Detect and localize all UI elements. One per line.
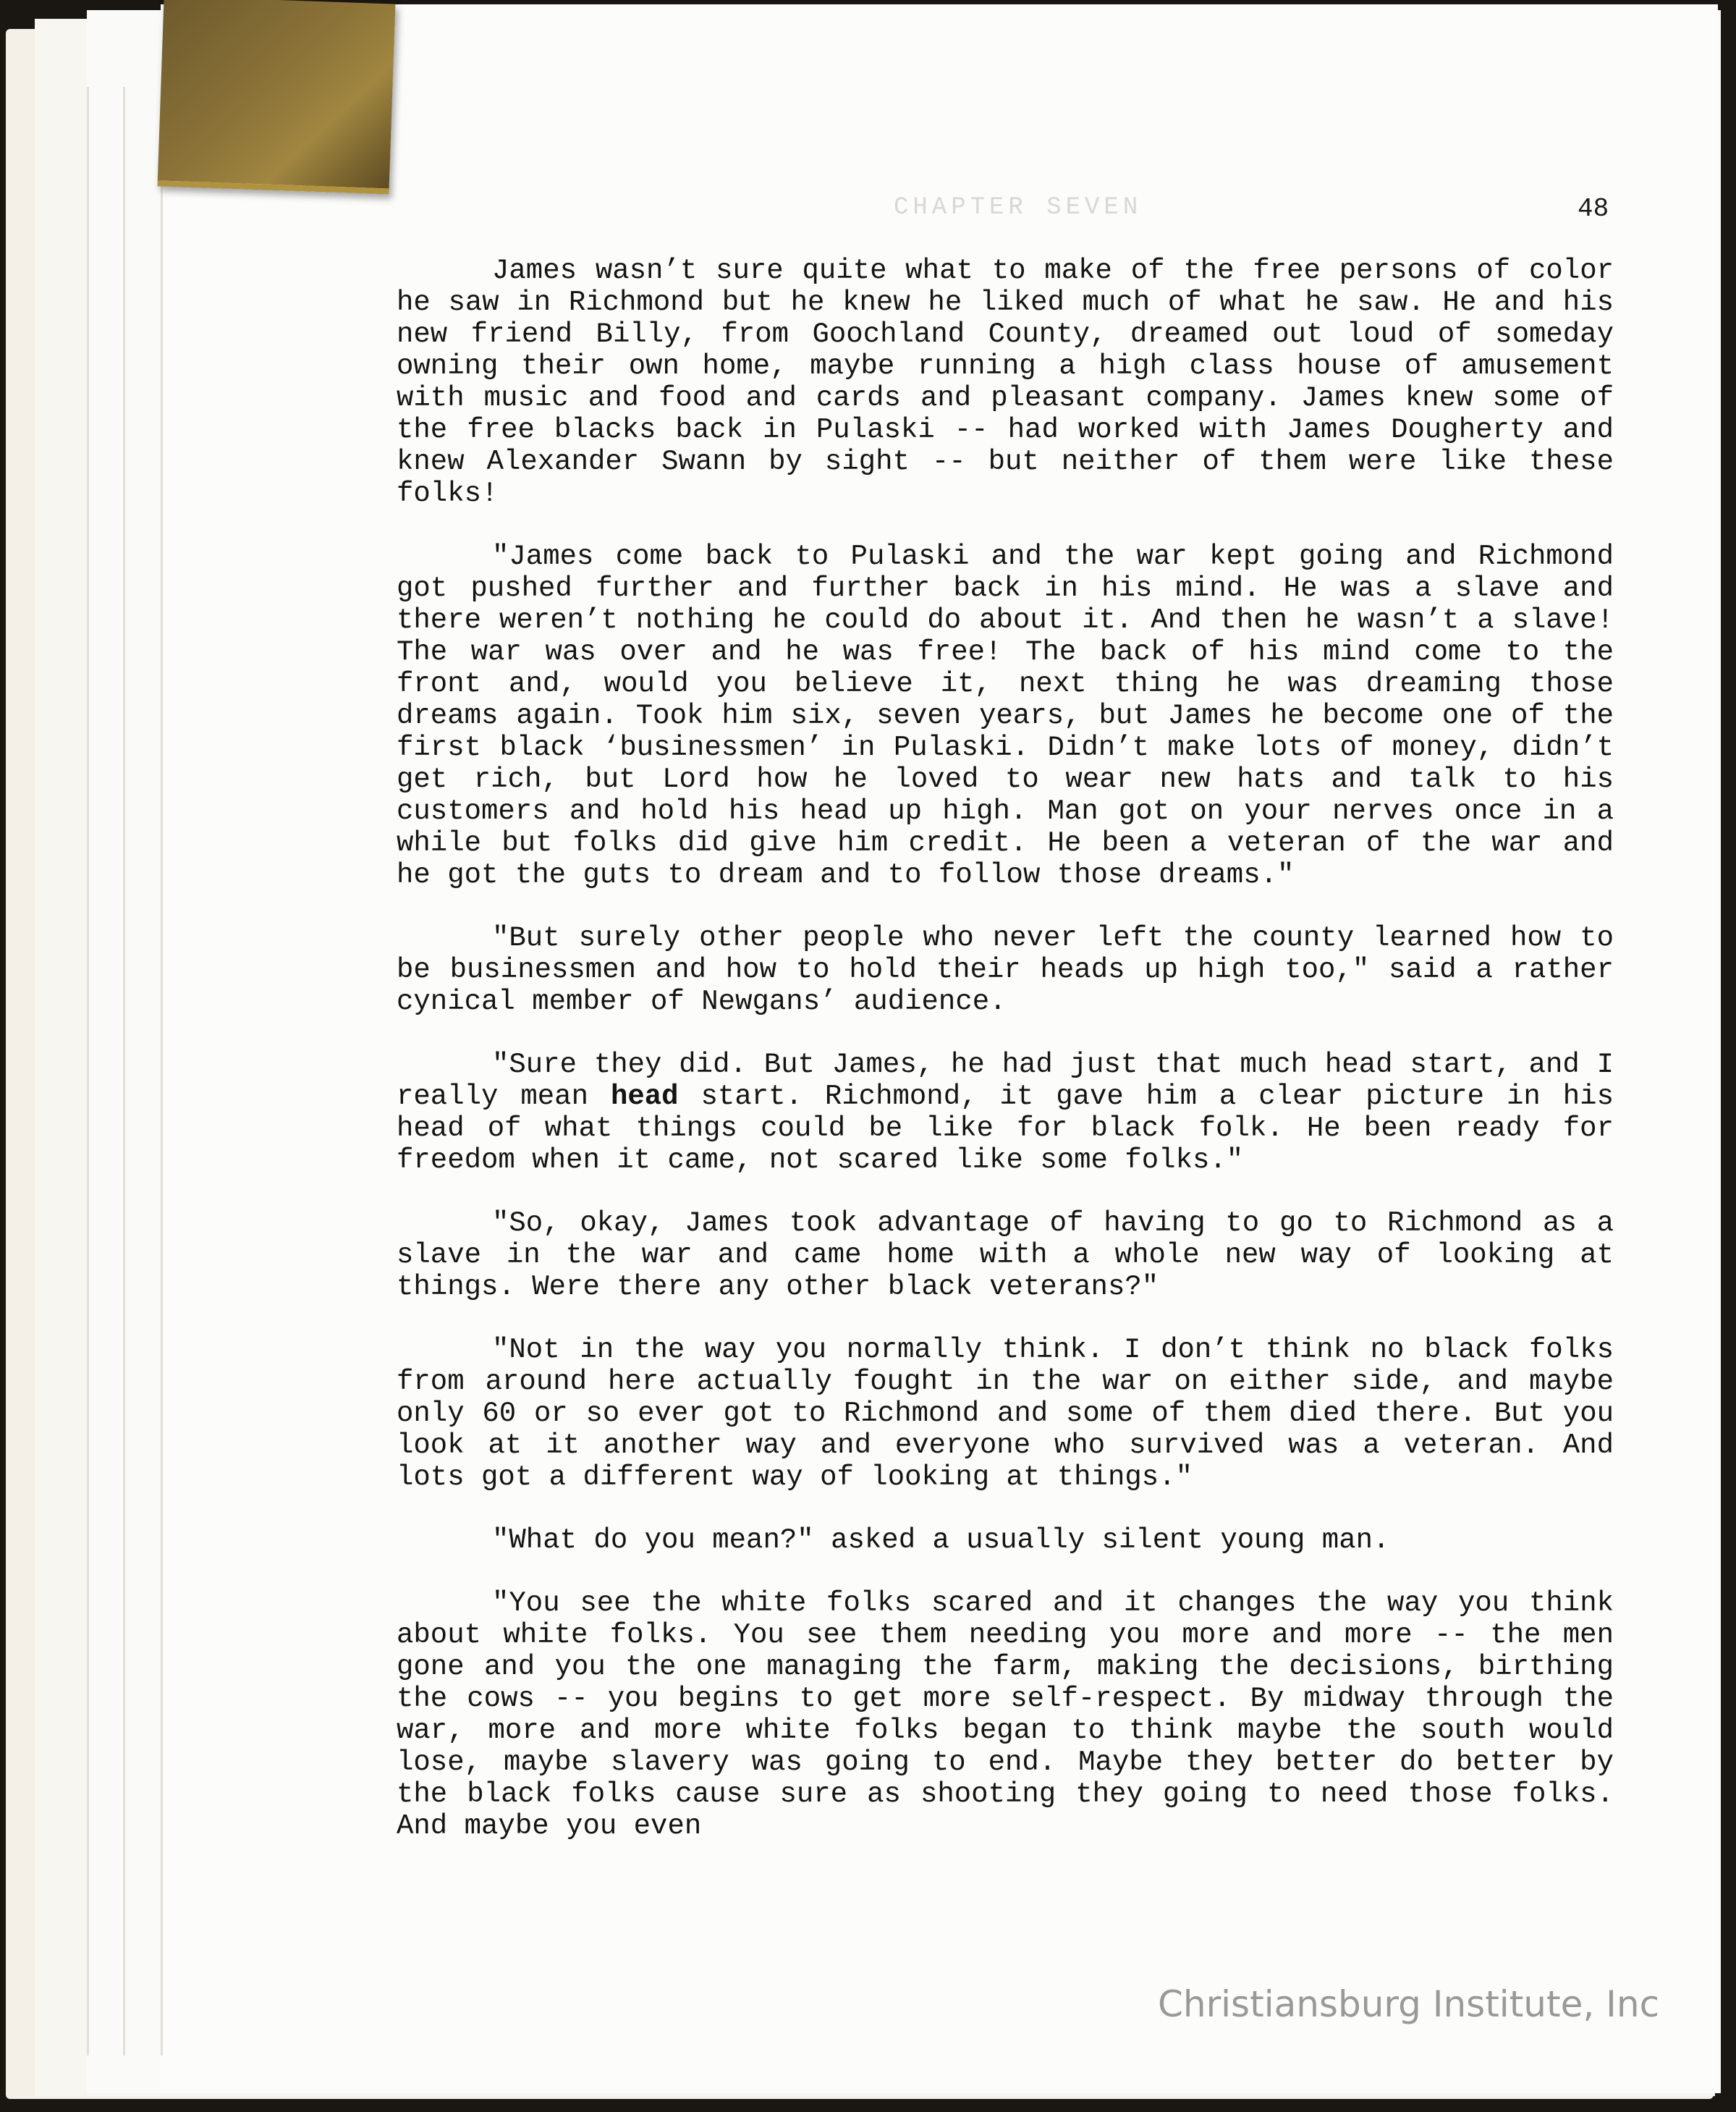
document-body [397, 255, 1614, 1873]
paragraph [397, 1049, 1614, 1176]
paragraph: "So, okay, James took advantage of having to go to Richmond as a slave in the war and came home with a whole new way of looking at things. Were there any other black veterans?" [397, 1207, 1614, 1303]
page-edge [161, 87, 163, 2056]
bleed-through-header: CHAPTER SEVEN [894, 194, 1143, 221]
paragraph: James wasn’t sure quite what to make of the free persons of color he saw in Richmond but he knew he liked much of what he saw. He and his new friend Billy, from Goochland County, dreamed out loud of someday owning their own home, maybe running a high class house of amusement with music and food and cards and pleasant company. James knew some of the free blacks back in Pulaski -- had worked with James Dougherty and knew Alexander Swann by sight -- but neither of them were like these folks! [397, 255, 1614, 510]
emphasis-text: head [610, 1081, 679, 1112]
page-number: 48 [1578, 194, 1609, 224]
paragraph-text: start. Richmond, it gave him a clear picture in his head of what things could be like for black folk. He been ready for freedom when it came, not scared like some folks." [397, 1081, 1614, 1176]
binder-clip [158, 0, 396, 195]
paragraph-text: "Sure they did. But James, he had just that much head start, and I really mean [397, 1049, 1614, 1112]
paragraph: "Not in the way you normally think. I don’t think no black folks from around here actually fought in the war on either side, and maybe only 60 or so ever got to Richmond and some of them died there. But you look at it another way and everyone who survived was a veteran. And lots got a different way of looking at things." [397, 1334, 1614, 1493]
paragraph: "James come back to Pulaski and the war kept going and Richmond got pushed further and further back in his mind. He was a slave and there weren’t nothing he could do about it. And then he wasn’t a slave! The war was over and he was free! The back of his mind come to the front and, would you believe it, next thing he was dreaming those dreams again. Took him six, seven years, but James he become one of the first black ‘businessmen’ in Pulaski. Didn’t make lots of money, didn’t get rich, but Lord how he loved to wear new hats and talk to his customers and hold his head up high. Man got on your nerves once in a while but folks did give him credit. He been a veteran of the war and he got the guts to dream and to follow those dreams." [397, 541, 1614, 891]
paragraph: "You see the white folks scared and it changes the way you think about white folks. You see them needing you more and more -- the men gone and you the one managing the farm, making the decisions, birthing the cows -- you begins to get more self-respect. By midway through the war, more and more white folks began to think maybe the south would lose, maybe slavery was going to end. Maybe they better do better by the black folks cause sure as shooting they going to need those folks. And maybe you even [397, 1587, 1614, 1842]
paragraph: "But surely other people who never left the county learned how to be businessmen and how to hold their heads up high too," said a rather cynical member of Newgans’ audience. [397, 922, 1614, 1018]
page-edge [123, 87, 125, 2056]
page-edge [87, 87, 89, 2056]
watermark: Christiansburg Institute, Inc [1158, 1983, 1660, 2025]
paragraph: "What do you mean?" asked a usually silent young man. [492, 1524, 1390, 1556]
